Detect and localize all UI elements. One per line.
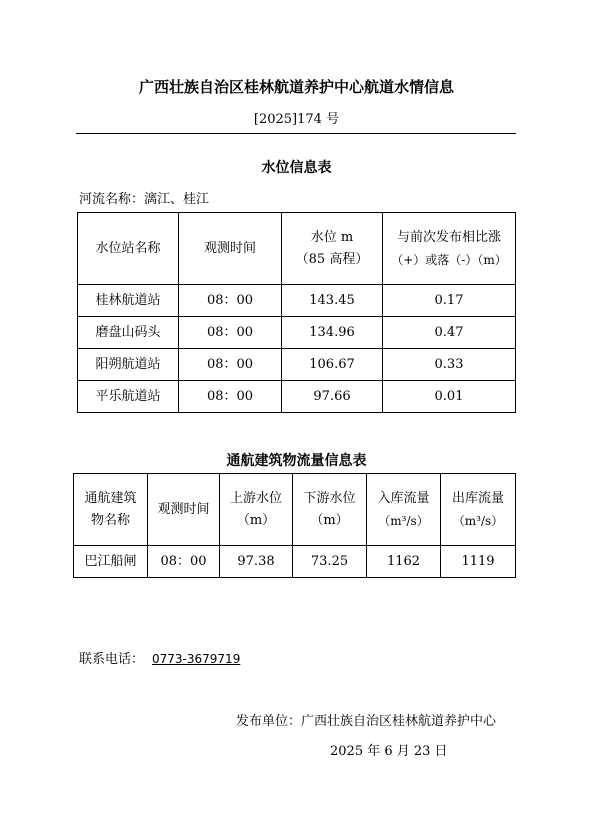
document-title: 广西壮族自治区桂林航道养护中心航道水情信息 <box>138 78 454 96</box>
table-header-row <box>78 213 516 285</box>
column-header: 观测时间 <box>148 474 220 546</box>
upstream-level: 97.38 <box>220 546 293 578</box>
water-level-value: 97.66 <box>282 381 383 413</box>
column-header: 观测时间 <box>179 213 282 285</box>
station-name: 阳朔航道站 <box>78 349 179 381</box>
table-row <box>78 381 516 413</box>
column-header: 出库流量 （m³/s） <box>441 474 516 546</box>
table-row <box>78 317 516 349</box>
publisher: 发布单位：广西壮族自治区桂林航道养护中心 <box>236 714 497 729</box>
column-header: 水位 m （85 高程） <box>282 213 383 285</box>
table-row <box>74 546 516 578</box>
contact-label: 联系电话： <box>79 652 145 667</box>
observation-time: 08：00 <box>148 546 220 578</box>
observation-time: 08：00 <box>179 317 282 349</box>
water-level-value: 106.67 <box>282 349 383 381</box>
table-row <box>78 285 516 317</box>
document-number: [2025]174 号 <box>253 112 340 127</box>
column-header: 水位站名称 <box>78 213 179 285</box>
flow-table-title: 通航建筑物流量信息表 <box>226 453 367 469</box>
downstream-level: 73.25 <box>293 546 367 578</box>
table-header-row <box>74 474 516 546</box>
column-header: 入库流量 （m³/s） <box>367 474 441 546</box>
station-name: 平乐航道站 <box>78 381 179 413</box>
level-change-value: 0.17 <box>383 285 516 317</box>
inflow-value: 1162 <box>367 546 441 578</box>
column-header: 与前次发布相比涨 （+）或落（-）（m） <box>383 213 516 285</box>
river-name-label: 河流名称：漓江、桂江 <box>79 192 210 207</box>
level-change-value: 0.01 <box>383 381 516 413</box>
column-header: 下游水位 （m） <box>293 474 367 546</box>
level-change-value: 0.33 <box>383 349 516 381</box>
structure-name: 巴江船闸 <box>74 546 148 578</box>
station-name: 桂林航道站 <box>78 285 179 317</box>
outflow-value: 1119 <box>441 546 516 578</box>
water-level-table-title: 水位信息表 <box>261 160 332 176</box>
observation-time: 08：00 <box>179 381 282 413</box>
water-level-table <box>77 212 516 413</box>
header-divider <box>76 133 516 134</box>
observation-time: 08：00 <box>179 349 282 381</box>
table-row <box>78 349 516 381</box>
observation-time: 08：00 <box>179 285 282 317</box>
column-header: 上游水位 （m） <box>220 474 293 546</box>
level-change-value: 0.47 <box>383 317 516 349</box>
water-level-value: 143.45 <box>282 285 383 317</box>
flow-table <box>73 473 516 578</box>
contact-line <box>79 648 254 667</box>
publish-date: 2025 年 6 月 23 日 <box>330 744 448 759</box>
station-name: 磨盘山码头 <box>78 317 179 349</box>
water-level-value: 134.96 <box>282 317 383 349</box>
column-header: 通航建筑 物名称 <box>74 474 148 546</box>
contact-phone: 0773-3679719 <box>152 652 241 666</box>
